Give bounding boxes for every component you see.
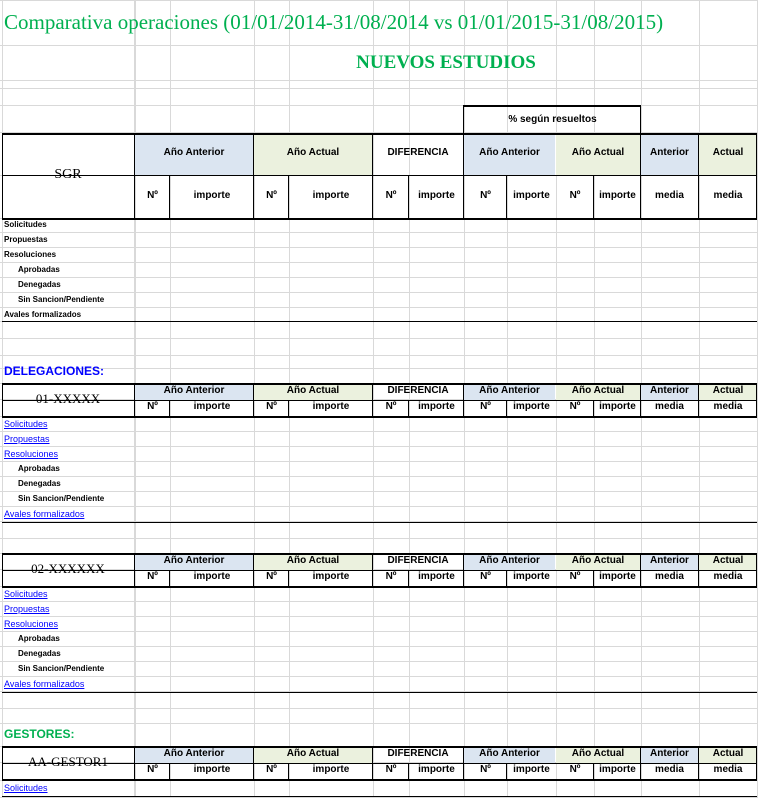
- gestor-aa-sub-media: media: [655, 764, 684, 775]
- border-h: [2, 522, 757, 523]
- deleg-01-row-label[interactable]: Propuestas: [4, 434, 50, 444]
- grid-row-line: [0, 506, 758, 507]
- sgr-row-label: Avales formalizados: [4, 310, 82, 319]
- grid-row-line: [0, 247, 758, 248]
- deleg-01-sub-n: Nº: [385, 401, 397, 412]
- gestor-aa-hdr-ano-actual: Año Actual: [286, 748, 340, 759]
- border-v: [756, 133, 757, 218]
- border-h: [2, 586, 757, 588]
- border-v: [698, 133, 699, 218]
- deleg-02-label: 02-XXXXXX: [31, 561, 105, 576]
- sgr-hdr-ano-anterior: Año Anterior: [163, 147, 225, 158]
- deleg-02-row-label: Aprobadas: [18, 634, 60, 643]
- sgr-row-label: Denegadas: [18, 280, 61, 289]
- deleg-01-hdr-ano-anterior: Año Anterior: [163, 385, 225, 396]
- border-h: [2, 553, 757, 555]
- border-h: [2, 133, 757, 135]
- gestor-aa-row-label[interactable]: Solicitudes: [4, 783, 48, 793]
- sgr-sub-importe: importe: [312, 190, 350, 201]
- deleg-01-sub-importe: importe: [418, 401, 455, 412]
- sgr-hdr-pct-ano-anterior: Año Anterior: [479, 147, 540, 158]
- grid-row-line: [0, 368, 758, 369]
- grid-row-line: [0, 446, 758, 447]
- deleg-01-sub-media: media: [655, 401, 684, 412]
- border-h: [2, 321, 757, 322]
- deleg-02-row-label: Sin Sancion/Pendiente: [18, 664, 105, 673]
- grid-row-line: [0, 277, 758, 278]
- gestor-aa-sub-n: Nº: [385, 764, 397, 775]
- gestores-title: GESTORES:: [4, 727, 75, 741]
- gestor-aa-sub-importe: importe: [312, 764, 350, 775]
- deleg-02-sub-importe: importe: [599, 571, 636, 582]
- deleg-01-row-label: Aprobadas: [18, 464, 60, 473]
- grid-row-line: [0, 431, 758, 432]
- deleg-01-row-label: Sin Sancion/Pendiente: [18, 494, 105, 503]
- deleg-01-sub-n: Nº: [480, 401, 491, 412]
- grid-row-line: [0, 676, 758, 677]
- deleg-02-hdr-diferencia: DIFERENCIA: [387, 555, 449, 566]
- deleg-02-row-label[interactable]: Resoluciones: [4, 619, 59, 629]
- deleg-02-row-label[interactable]: Solicitudes: [4, 589, 48, 599]
- border-h: [2, 692, 757, 693]
- deleg-01-row-label[interactable]: Solicitudes: [4, 419, 48, 429]
- deleg-01-sub-n: Nº: [569, 401, 581, 412]
- deleg-01-sub-media: media: [713, 401, 743, 412]
- sgr-row-label: Sin Sancion/Pendiente: [18, 295, 105, 304]
- deleg-02-hdr-pct-ano-actual: Año Actual: [571, 555, 625, 566]
- grid-row-line: [0, 646, 758, 647]
- deleg-01-sub-n: Nº: [147, 401, 158, 412]
- sgr-sub-n: Nº: [569, 190, 581, 201]
- sgr-row-label: Propuestas: [4, 235, 48, 244]
- sgr-row-label: Resoluciones: [4, 250, 57, 259]
- deleg-02-sub-media: media: [655, 571, 684, 582]
- border-v: [134, 133, 135, 218]
- grid-row-line: [0, 661, 758, 662]
- deleg-02-row-label[interactable]: Propuestas: [4, 604, 50, 614]
- deleg-02-sub-importe: importe: [312, 571, 350, 582]
- border-h: [2, 779, 757, 781]
- deleg-02-hdr-pct-ano-anterior: Año Anterior: [479, 555, 540, 566]
- sgr-sub-importe: importe: [418, 190, 455, 201]
- deleg-01-hdr-ano-actual: Año Actual: [286, 385, 340, 396]
- grid-row-line: [0, 232, 758, 233]
- deleg-01-sub-importe: importe: [312, 401, 350, 412]
- gestor-aa-sub-n: Nº: [147, 764, 158, 775]
- deleg-01-hdr-pct-ano-actual: Año Actual: [571, 385, 625, 396]
- gestor-aa-label: AA-GESTOR1: [28, 754, 108, 769]
- deleg-02-sub-importe: importe: [418, 571, 455, 582]
- grid-row-line: [0, 355, 758, 356]
- main-table-label: SGR: [54, 167, 82, 182]
- grid-row-line: [0, 0, 758, 1]
- deleg-02-sub-media: media: [713, 571, 743, 582]
- grid-row-line: [0, 461, 758, 462]
- gestor-aa-sub-n: Nº: [266, 764, 277, 775]
- deleg-02-row-label: Denegadas: [18, 649, 61, 658]
- deleg-02-sub-importe: importe: [513, 571, 550, 582]
- deleg-02-row-label[interactable]: Avales formalizados: [4, 679, 85, 689]
- sgr-sub-importe: importe: [513, 190, 550, 201]
- page-subtitle: NUEVOS ESTUDIOS: [356, 52, 536, 73]
- border-v: [372, 133, 373, 218]
- border-h: [2, 383, 757, 385]
- grid-col-line: [409, 0, 410, 797]
- grid-row-line: [0, 476, 758, 477]
- sgr-sub-media: media: [655, 190, 684, 201]
- gestor-aa-sub-n: Nº: [569, 764, 581, 775]
- gestor-aa-hdr-pct-ano-anterior: Año Anterior: [479, 748, 540, 759]
- deleg-01-hdr-diferencia: DIFERENCIA: [387, 385, 449, 396]
- gestor-aa-hdr-anterior: Anterior: [650, 748, 689, 759]
- grid-row-line: [0, 292, 758, 293]
- border-v: [640, 133, 641, 218]
- sgr-sub-n: Nº: [385, 190, 397, 201]
- grid-row-line: [0, 601, 758, 602]
- gestor-aa-sub-importe: importe: [599, 764, 636, 775]
- deleg-02-hdr-ano-anterior: Año Anterior: [163, 555, 225, 566]
- gestor-aa-sub-importe: importe: [513, 764, 550, 775]
- gestor-aa-sub-media: media: [713, 764, 743, 775]
- grid-row-line: [0, 631, 758, 632]
- grid-row-line: [0, 80, 758, 81]
- border-h: [2, 218, 757, 220]
- deleg-01-row-label: Denegadas: [18, 479, 61, 488]
- grid-row-line: [0, 307, 758, 308]
- gestor-aa-hdr-diferencia: DIFERENCIA: [387, 748, 449, 759]
- deleg-02-sub-n: Nº: [266, 571, 277, 582]
- deleg-02-hdr-anterior: Anterior: [650, 555, 689, 566]
- sgr-sub-n: Nº: [266, 190, 277, 201]
- deleg-02-hdr-actual: Actual: [712, 555, 744, 566]
- gestor-aa-sub-n: Nº: [480, 764, 491, 775]
- sgr-sub-n: Nº: [147, 190, 158, 201]
- grid-row-line: [0, 262, 758, 263]
- sgr-hdr-ano-actual: Año Actual: [286, 147, 340, 158]
- sgr-row-label: Aprobadas: [18, 265, 60, 274]
- grid-row-line: [0, 616, 758, 617]
- deleg-02-sub-n: Nº: [147, 571, 158, 582]
- deleg-01-sub-n: Nº: [266, 401, 277, 412]
- grid-row-line: [0, 491, 758, 492]
- deleg-01-label: 01-XXXXX: [35, 391, 101, 406]
- grid-row-line: [0, 45, 758, 46]
- sgr-hdr-anterior: Anterior: [650, 147, 689, 158]
- grid-col-line: [373, 0, 374, 797]
- deleg-01-hdr-anterior: Anterior: [650, 385, 689, 396]
- grid-row-line: [0, 708, 758, 709]
- gestor-aa-sub-importe: importe: [193, 764, 231, 775]
- deleg-01-sub-importe: importe: [599, 401, 636, 412]
- deleg-01-sub-importe: importe: [513, 401, 550, 412]
- gestor-aa-sub-importe: importe: [418, 764, 455, 775]
- border-v: [463, 133, 464, 218]
- sgr-hdr-pct-ano-actual: Año Actual: [571, 147, 625, 158]
- deleg-02-hdr-ano-actual: Año Actual: [286, 555, 340, 566]
- deleg-01-hdr-actual: Actual: [712, 385, 744, 396]
- border-v: [253, 133, 254, 218]
- grid-row-line: [0, 538, 758, 539]
- border-h: [463, 105, 641, 107]
- delegaciones-title: DELEGACIONES:: [4, 364, 105, 378]
- deleg-01-row-label[interactable]: Avales formalizados: [4, 509, 85, 519]
- deleg-01-hdr-pct-ano-anterior: Año Anterior: [479, 385, 540, 396]
- border-h: [2, 746, 757, 748]
- gestor-aa-hdr-actual: Actual: [712, 748, 744, 759]
- sgr-row-label: Solicitudes: [4, 220, 47, 229]
- sgr-sub-media: media: [713, 190, 743, 201]
- gestor-aa-hdr-ano-anterior: Año Anterior: [163, 748, 225, 759]
- page-title: Comparativa operaciones (01/01/2014-31/08/2014 vs 01/01/2015-31/08/2015): [4, 10, 664, 34]
- deleg-02-sub-n: Nº: [569, 571, 581, 582]
- grid-row-line: [0, 723, 758, 724]
- grid-row-line: [0, 105, 758, 106]
- grid-row-line: [0, 338, 758, 339]
- deleg-02-sub-importe: importe: [193, 571, 231, 582]
- pct-label: % según resueltos: [508, 114, 597, 125]
- border-h: [2, 416, 757, 418]
- sgr-sub-importe: importe: [193, 190, 231, 201]
- deleg-02-sub-n: Nº: [480, 571, 491, 582]
- deleg-02-sub-n: Nº: [385, 571, 397, 582]
- sgr-sub-importe: importe: [599, 190, 636, 201]
- sgr-sub-n: Nº: [480, 190, 491, 201]
- grid-row-line: [0, 88, 758, 89]
- sgr-hdr-actual: Actual: [712, 147, 744, 158]
- deleg-01-sub-importe: importe: [193, 401, 231, 412]
- gestor-aa-hdr-pct-ano-actual: Año Actual: [571, 748, 625, 759]
- deleg-01-row-label[interactable]: Resoluciones: [4, 449, 59, 459]
- sgr-hdr-diferencia: DIFERENCIA: [387, 147, 449, 158]
